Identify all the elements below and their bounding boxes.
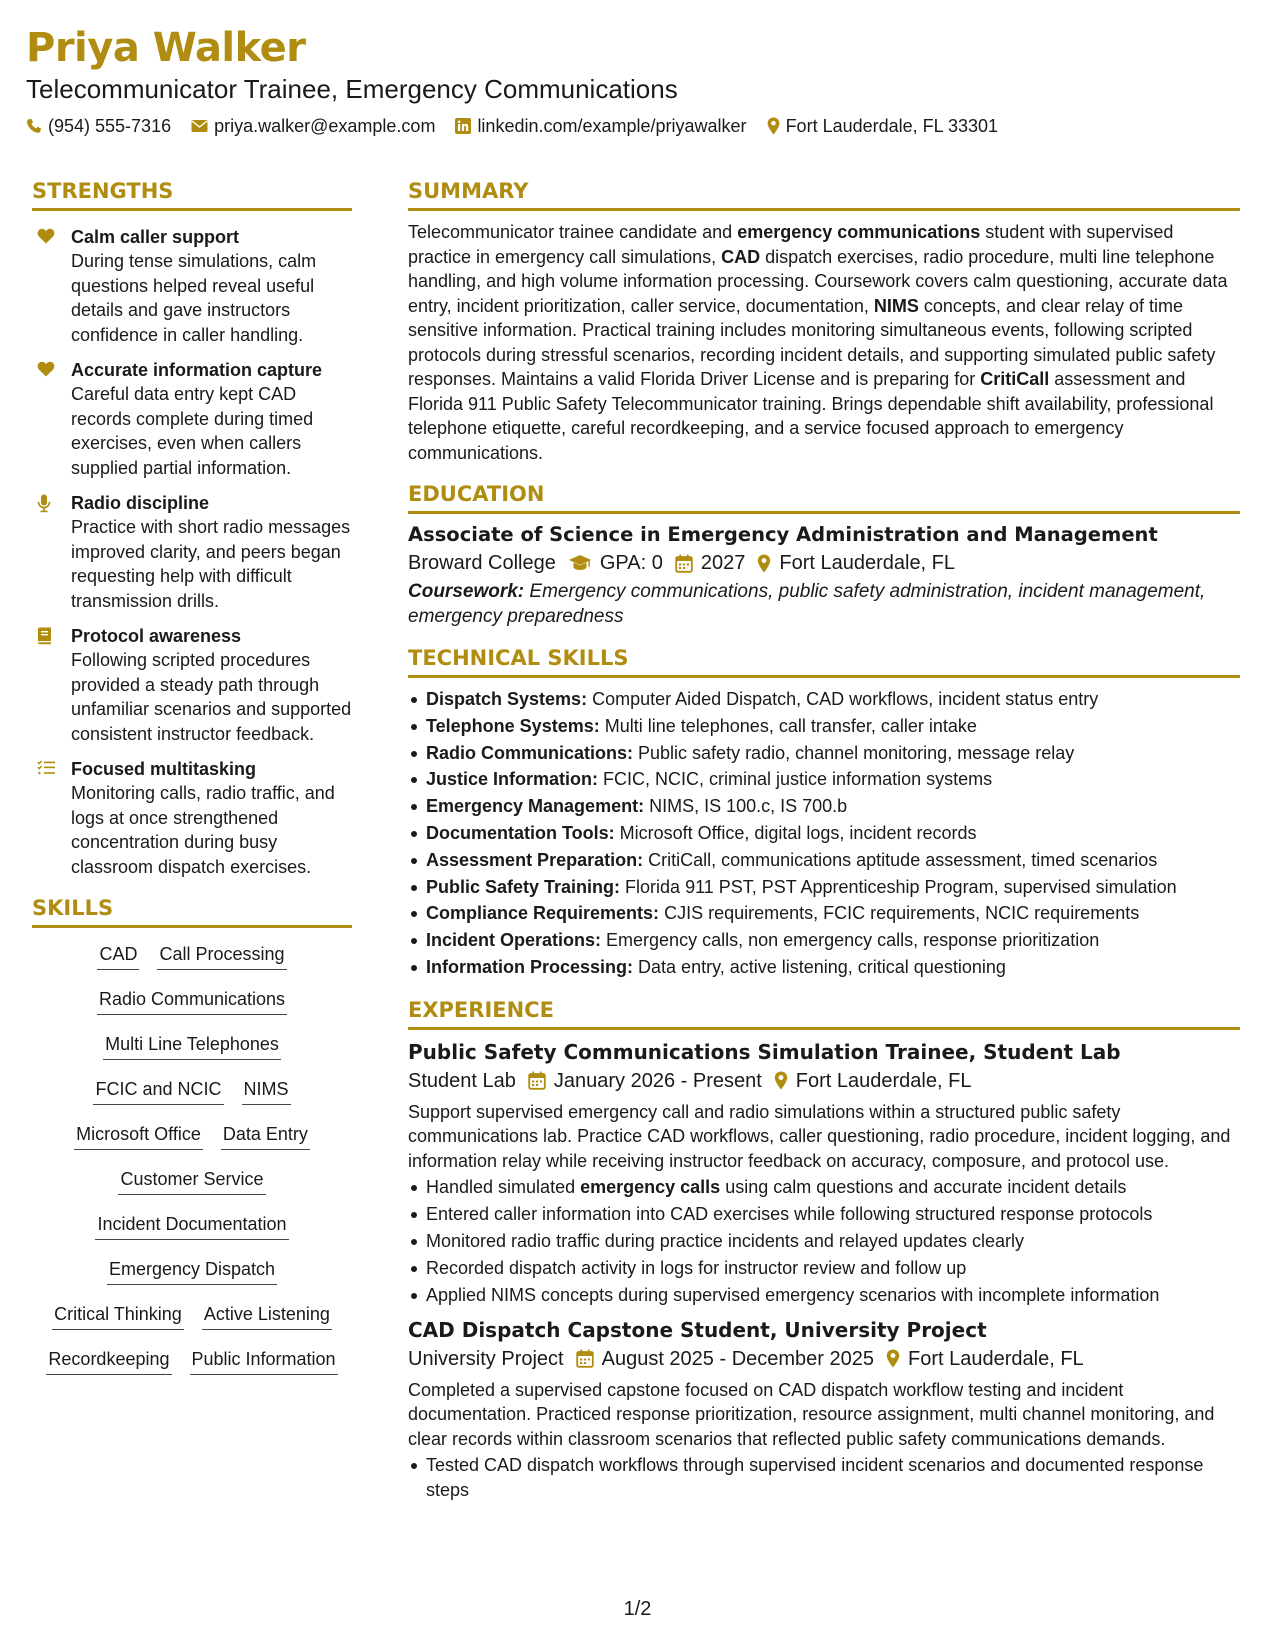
bullet-keyword: emergency calls [580, 1177, 721, 1198]
skill-tag: CAD [97, 942, 139, 970]
job-list [408, 1038, 1240, 1503]
technical-skill-label: Radio Communications: [426, 742, 634, 763]
strength-title: Protocol awareness [71, 626, 242, 646]
technical-skill-label: Public Safety Training: [426, 876, 621, 897]
technical-skills-heading: TECHNICAL SKILLS [408, 643, 1240, 678]
linkedin-icon [455, 118, 471, 134]
summary-text [408, 220, 1240, 465]
skill-tag: Incident Documentation [95, 1212, 288, 1240]
location-text: Fort Lauderdale, FL 33301 [785, 116, 999, 136]
strength-title: Accurate information capture [71, 360, 323, 380]
technical-skill-label: Justice Information: [426, 769, 599, 790]
technical-skill-value: Computer Aided Dispatch, CAD workflows, incident status entry [587, 689, 1099, 709]
technical-skill-label: Information Processing: [426, 956, 634, 977]
coursework-text: Emergency communications, public safety administration, incident management, emergency preparedness [408, 581, 1206, 627]
skill-row [32, 1257, 352, 1302]
skill-tag: Recordkeeping [46, 1347, 171, 1375]
candidate-name: Priya Walker [26, 25, 306, 71]
job-dates: August 2025 - December 2025 [601, 1347, 875, 1370]
job-meta [408, 1066, 1240, 1096]
skill-tag: Active Listening [202, 1302, 332, 1330]
job-description: Support supervised emergency call and radio simulations within a structured public safety communications lab. Practice CAD workflows, caller questioning, radio procedure, incident logging, and information relay while receiving instructor feedback on accuracy, composure, and protocol use. [408, 1101, 1231, 1171]
summary-fragment: dispatch exercises, radio procedure, multi line telephone handling, and high volume information processing. Coursework covers calm questioning, accurate data entry, incident prioritization, caller service, documentation, [408, 246, 1228, 316]
phone-icon [26, 118, 42, 134]
skill-tag: Public Information [190, 1347, 338, 1375]
strength-body [71, 624, 352, 746]
gpa-text: GPA: 0 [599, 552, 663, 574]
job-entry [408, 1038, 1240, 1308]
job-org: University Project [408, 1347, 564, 1370]
skill-tag: Critical Thinking [52, 1302, 184, 1330]
technical-skill-item [408, 820, 1240, 847]
summary-fragment: assessment and Florida 911 Public Safety Telecommunicator training. Brings dependable shift availability, professional telephone etiquette, careful recordkeeping, and a service focused approach to emergency communications. [408, 369, 1214, 463]
strength-desc: Monitoring calls, radio traffic, and logs at once strengthened concentration during busy classroom dispatch exercises. [71, 783, 335, 877]
technical-skill-value: Microsoft Office, digital logs, incident records [614, 822, 977, 843]
technical-skill-item [408, 686, 1240, 713]
graduation-cap-icon [568, 554, 592, 572]
skill-tag: FCIC and NCIC [93, 1077, 223, 1105]
coursework-label: Coursework: [408, 581, 525, 602]
heart-icon [32, 225, 71, 347]
contact-email[interactable] [191, 114, 435, 138]
summary-section [408, 176, 1240, 465]
map-pin-icon [757, 554, 771, 573]
job-bullet [408, 1283, 1240, 1308]
skill-tag: Call Processing [157, 942, 286, 970]
calendar-icon [576, 1349, 594, 1368]
heart-icon [32, 358, 71, 480]
contact-location [767, 114, 998, 138]
skill-row [32, 1302, 352, 1347]
skill-row [32, 942, 352, 987]
phone-text: (954) 555-7316 [48, 116, 172, 136]
strength-item [32, 757, 352, 879]
strength-title: Radio discipline [71, 493, 210, 513]
contact-linkedin[interactable] [455, 114, 746, 138]
job-entry [408, 1316, 1240, 1503]
skill-row [32, 1347, 352, 1392]
bullet-fragment: Monitored radio traffic during practice incidents and relayed updates clearly [426, 1231, 1024, 1252]
education-section [408, 479, 1240, 629]
skill-row [32, 1032, 352, 1077]
left-column [32, 176, 352, 1392]
right-column [408, 176, 1240, 1516]
bullet-fragment: Handled simulated [426, 1177, 581, 1198]
summary-fragment: Telecommunicator trainee candidate and [408, 222, 738, 242]
bullet-fragment: Entered caller information into CAD exercises while following structured response protocols [426, 1204, 1153, 1225]
map-pin-icon [767, 117, 780, 135]
technical-skill-item [408, 713, 1240, 740]
technical-skill-value: Emergency calls, non emergency calls, response prioritization [601, 930, 1100, 951]
bullet-fragment: Applied NIMS concepts during supervised emergency scenarios with incomplete information [426, 1285, 1160, 1306]
skills-list [32, 942, 352, 1392]
job-bullet [408, 1229, 1240, 1254]
experience-heading: EXPERIENCE [408, 995, 1240, 1030]
page-number: 1/2 [623, 1598, 652, 1620]
job-bullets [408, 1453, 1240, 1502]
graduation-year: 2027 [700, 552, 746, 574]
technical-skill-label: Emergency Management: [426, 796, 645, 817]
technical-skill-label: Compliance Requirements: [426, 903, 660, 924]
strength-body [71, 491, 352, 613]
map-pin-icon [774, 1071, 788, 1090]
technical-skill-value: Florida 911 PST, PST Apprenticeship Program, supervised simulation [620, 876, 1177, 897]
email-text: priya.walker@example.com [214, 116, 436, 136]
job-description: Completed a supervised capstone focused on CAD dispatch workflow testing and incident documentation. Practiced response prioritization, resource assignment, multi channel monitoring, and clear records within classroom scenarios that reflected public safety communications demands. [408, 1379, 1215, 1449]
calendar-icon [675, 554, 693, 573]
technical-skill-item [408, 793, 1240, 820]
summary-keyword: CritiCall [980, 369, 1050, 389]
strengths-heading: STRENGTHS [32, 176, 352, 211]
technical-skill-item [408, 874, 1240, 901]
strength-desc: Following scripted procedures provided a steady path through unfamiliar scenarios and supported consistent instructor feedback. [71, 650, 352, 744]
strength-desc: Practice with short radio messages improved clarity, and peers began requesting help with difficult transmission drills. [71, 517, 351, 611]
technical-skill-item [408, 954, 1240, 981]
linkedin-text: linkedin.com/example/priyawalker [477, 116, 747, 136]
microphone-icon [32, 491, 71, 613]
job-dates: January 2026 - Present [553, 1069, 762, 1092]
skill-row [32, 987, 352, 1032]
book-icon [32, 624, 71, 746]
job-bullets [408, 1175, 1240, 1308]
strength-item [32, 624, 352, 746]
strength-body [71, 225, 352, 347]
technical-skills-list [408, 686, 1240, 981]
job-meta [408, 1344, 1240, 1374]
experience-section [408, 995, 1240, 1503]
job-location: Fort Lauderdale, FL [908, 1347, 1084, 1370]
technical-skill-item [408, 766, 1240, 793]
summary-keyword: CAD [721, 246, 761, 267]
skill-row [32, 1167, 352, 1212]
school-name: Broward College [408, 552, 556, 574]
strength-title: Calm caller support [71, 227, 240, 247]
technical-skill-value: Public safety radio, channel monitoring, message relay [633, 742, 1075, 763]
skill-row [32, 1122, 352, 1167]
education-heading: EDUCATION [408, 479, 1240, 514]
skills-heading: SKILLS [32, 893, 352, 928]
technical-skill-item [408, 927, 1240, 954]
skill-tag: Radio Communications [97, 987, 287, 1015]
summary-fragment: student with supervised practice in emergency call simulations, [408, 222, 1174, 267]
checklist-icon [32, 757, 71, 879]
job-org: Student Lab [408, 1069, 516, 1092]
job-title: CAD Dispatch Capstone Student, University Project [408, 1317, 987, 1342]
skill-row [32, 1077, 352, 1122]
strength-title: Focused multitasking [71, 759, 257, 779]
skill-tag: Data Entry [221, 1122, 310, 1150]
summary-fragment: concepts, and clear relay of time sensitive information. Practical training includes monitoring simultaneous events, following scripted protocols during stressful scenarios, recording incident details, and supporting simulated public safety responses. Maintains a valid Florida Driver License and is preparing for [408, 295, 1216, 389]
job-location: Fort Lauderdale, FL [795, 1069, 972, 1092]
technical-skill-item [408, 847, 1240, 874]
technical-skill-value: CritiCall, communications aptitude assessment, timed scenarios [643, 849, 1158, 870]
skill-tag: Customer Service [118, 1167, 265, 1195]
coursework [408, 580, 1240, 629]
technical-skill-label: Telephone Systems: [426, 715, 600, 736]
envelope-icon [191, 119, 208, 133]
bullet-fragment: Tested CAD dispatch workflows through supervised incident scenarios and documented response steps [426, 1455, 1204, 1500]
skill-tag: NIMS [242, 1077, 291, 1105]
job-bullet [408, 1256, 1240, 1281]
strength-item [32, 491, 352, 613]
technical-skill-value: FCIC, NCIC, criminal justice information systems [598, 769, 993, 790]
technical-skill-label: Dispatch Systems: [426, 689, 588, 709]
calendar-icon [528, 1071, 546, 1090]
strength-desc: During tense simulations, calm questions helped reveal useful details and gave instructors confidence in caller handling. [71, 251, 317, 345]
strengths-list [32, 225, 352, 879]
bullet-fragment: using calm questions and accurate incident details [720, 1177, 1127, 1198]
education-meta [408, 548, 1240, 578]
technical-skill-item [408, 900, 1240, 927]
strength-item [32, 225, 352, 347]
contact-phone[interactable] [26, 114, 171, 138]
strength-item [32, 358, 352, 480]
bullet-fragment: Recorded dispatch activity in logs for instructor review and follow up [426, 1258, 967, 1279]
strength-body [71, 757, 352, 879]
summary-heading: SUMMARY [408, 176, 1240, 211]
skill-tag: Multi Line Telephones [103, 1032, 281, 1060]
technical-skills-section [408, 643, 1240, 981]
technical-skill-item [408, 740, 1240, 767]
technical-skill-value: NIMS, IS 100.c, IS 700.b [644, 796, 848, 817]
education-location: Fort Lauderdale, FL [779, 552, 956, 574]
job-title: Public Safety Communications Simulation Trainee, Student Lab [408, 1039, 1121, 1064]
candidate-title: Telecommunicator Trainee, Emergency Communications [26, 74, 678, 104]
skill-tag: Microsoft Office [74, 1122, 203, 1150]
technical-skill-value: Multi line telephones, call transfer, caller intake [599, 715, 977, 736]
summary-keyword: emergency communications [737, 222, 981, 242]
technical-skill-label: Incident Operations: [426, 930, 602, 951]
job-bullet [408, 1453, 1240, 1502]
map-pin-icon [886, 1349, 900, 1368]
contact-bar [26, 114, 1246, 138]
technical-skill-label: Documentation Tools: [426, 822, 615, 843]
technical-skill-value: CJIS requirements, FCIC requirements, NCIC requirements [659, 903, 1140, 924]
job-bullet [408, 1175, 1240, 1200]
summary-keyword: NIMS [873, 295, 919, 316]
technical-skill-label: Assessment Preparation: [426, 849, 644, 870]
strength-desc: Careful data entry kept CAD records complete during timed exercises, even when callers supplied partial information. [71, 384, 314, 478]
technical-skill-value: Data entry, active listening, critical questioning [633, 956, 1006, 977]
strength-body [71, 358, 352, 480]
skill-row [32, 1212, 352, 1257]
resume-header [26, 24, 1246, 138]
job-bullet [408, 1202, 1240, 1227]
degree-title: Associate of Science in Emergency Administration and Management [408, 523, 1158, 546]
skill-tag: Emergency Dispatch [107, 1257, 277, 1285]
